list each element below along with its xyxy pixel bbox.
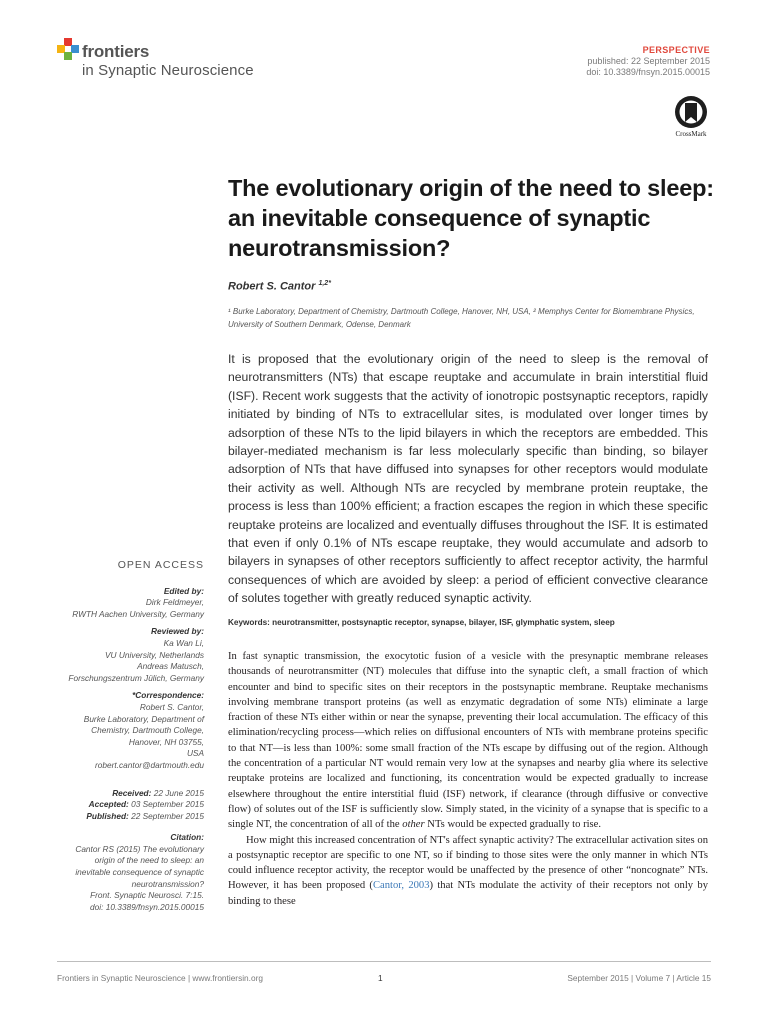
correspondence-email[interactable]: robert.cantor@dartmouth.edu [95, 759, 204, 770]
editor-institution: RWTH Aachen University, Germany [72, 608, 204, 619]
doi-link[interactable]: doi: 10.3389/fnsyn.2015.00015 [586, 67, 710, 77]
article-info-sidebar [56, 560, 204, 913]
frontiers-logo-icon [57, 38, 83, 64]
citation-doi[interactable]: doi: 10.3389/fnsyn.2015.00015 [90, 901, 204, 912]
citation-link[interactable]: Cantor, 2003 [372, 880, 430, 892]
correspondence-address: Chemistry, Dartmouth College, [91, 725, 204, 736]
body-paragraph [228, 833, 708, 909]
reviewer-name[interactable]: Andreas Matusch, [137, 661, 204, 672]
correspondence-name: Robert S. Cantor, [139, 701, 204, 712]
citation-text: neurotransmission? [131, 878, 204, 889]
article-title: The evolutionary origin of the need to sleep: an inevitable consequence of synaptic neurotransmission? [228, 175, 714, 261]
correspondence-address: Hanover, NH 03755, [128, 736, 204, 747]
brand-name: frontiers [82, 42, 150, 61]
para1-text: In fast synaptic transmission, the exocytotic fusion of a vesicle with the presynaptic membrane releases thousands of neurotransmitter (NT) molecules that diffuse into the synaptic cleft, a small fraction of which encounter and bind to specific sites on their receptors in the postsynaptic membrane. Reuptake mechanisms involving membrane transport proteins (as well as enzymatic degradation of some NTs) eliminate a large fraction of these NTs either within or near the synapse, preventing their local accumulation. The efficacy of this elimination/recycling process—which relies on diffusional encounters of NTs with membrane proteins specific to that NT—is less than 100%: some small fraction of the NTs escape by diffusing out of the region. Although the concentration of a particular NT would remain very low at the synapses and nearby glia where its selective reuptake proteins are localized and functioning, its concentration would be expected gradually to increase elsewhere throughout the entire interstitial fluid (ISF) network, if clearance (through diffusive or convective flow) of solutes out of the ISF is sufficiently slow. Simply stated, in the vicinity of a synapse that is specific to a single NT, the concentration of all of the [228, 651, 708, 831]
received-date: 22 June 2015 [153, 787, 204, 798]
published-date-sidebar: 22 September 2015 [131, 810, 204, 821]
body-paragraph [228, 649, 708, 833]
footer-journal-link[interactable]: Frontiers in Synaptic Neuroscience | www.frontiersin.org [57, 973, 263, 983]
reviewer-institution: VU University, Netherlands [105, 649, 204, 660]
correspondence-address: USA [186, 748, 204, 759]
citation-text: origin of the need to sleep: an [94, 855, 204, 866]
article-type: PERSPECTIVE [642, 45, 710, 55]
reviewer-institution: Forschungszentrum Jülich, Germany [68, 672, 204, 683]
published-date: published: 22 September 2015 [587, 56, 710, 66]
keywords: Keywords: neurotransmitter, postsynaptic receptor, synapse, bilayer, ISF, glymphatic system, sleep [228, 618, 615, 627]
para1-end: NTs would be expected gradually to rise. [427, 819, 602, 831]
para2-text: How might this increased concentration of NT's affect synaptic activity? The extracellular activation sites on a postsynaptic receptor are specific to one NT, so if binding to those sites were the only manner in which NTs could influence receptor activity, the receptor would be unaffected by the presence of other “noncognate” NTs. However, it has been proposed ( [228, 834, 708, 892]
para1-emphasis: other [402, 819, 425, 831]
author-affiliation-marks: 1,2 [318, 280, 329, 287]
received-label: Received: [112, 787, 152, 798]
footer-divider [57, 961, 711, 962]
editor-name[interactable]: Dirk Feldmeyer, [145, 597, 204, 608]
body-text [228, 649, 708, 909]
journal-name: in Synaptic Neuroscience [82, 62, 254, 79]
open-access-label: OPEN ACCESS [117, 559, 204, 571]
page-number: 1 [378, 973, 383, 983]
correspondence-address: Burke Laboratory, Department of [83, 713, 204, 724]
crossmark-icon[interactable] [674, 95, 708, 129]
correspondence-label: *Correspondence: [132, 690, 204, 701]
author-name[interactable]: Robert S. Cantor [228, 280, 316, 293]
reviewer-name[interactable]: Ka Wan Li, [163, 637, 204, 648]
reviewed-by-label: Reviewed by: [150, 626, 204, 637]
accepted-label: Accepted: [88, 799, 129, 810]
citation-text: Cantor RS (2015) The evolutionary [75, 843, 204, 854]
crossmark-label: CrossMark [675, 130, 707, 138]
citation-text: Front. Synaptic Neurosci. 7:15. [90, 890, 204, 901]
published-label: Published: [86, 810, 129, 821]
affiliations: ¹ Burke Laboratory, Department of Chemistry, Dartmouth College, Hanover, NH, USA, ² Memphys Center for Biomembrane Physics, University of Southern Denmark, Odense, Denmark [228, 307, 695, 329]
citation-label: Citation: [170, 832, 204, 843]
para2-text-end: ) that NTs modulate the activity of their receptors not only by binding to these [228, 880, 708, 907]
author-line[interactable] [228, 280, 331, 293]
accepted-date: 03 September 2015 [131, 799, 204, 810]
abstract: It is proposed that the evolutionary origin of the need to sleep is the removal of neurotransmitters (NTs) that escape reuptake and accumulate in brain interstitial fluid (ISF). Recent work suggests that the activity of ionotropic postsynaptic receptors, rapidly initiated by binding of NTs to extracellular sites, is modulated over longer times by adsorption of these NTs to the lipid bilayers in which the receptors are embedded. This bilayer-mediated mechanism is far less molecularly specific than binding, so bilayer adsorption of NTs that have diffused into synapses for other receptors would modulate their activity as well. Although NTs are recycled by membrane protein reuptake, the process is less than 100% efficient; a fraction escapes the region in which these specific reuptake proteins are localized and eventually diffuses throughout the ISF. It is estimated that even if only 0.1% of NTs escape reuptake, they would accumulate and adsorb to bilayers in synapses of other receptors sufficiently to affect receptor activity, the harmful consequences of which are avoided by sleep: a period of efficient convective clearance of solutes together with greatly reduced synaptic activity. [228, 352, 708, 606]
edited-by-label: Edited by: [163, 585, 204, 596]
footer-issue-info: September 2015 | Volume 7 | Article 15 [567, 973, 711, 983]
citation-text: inevitable consequence of synaptic [75, 867, 204, 878]
corresponding-mark: * [328, 280, 331, 287]
